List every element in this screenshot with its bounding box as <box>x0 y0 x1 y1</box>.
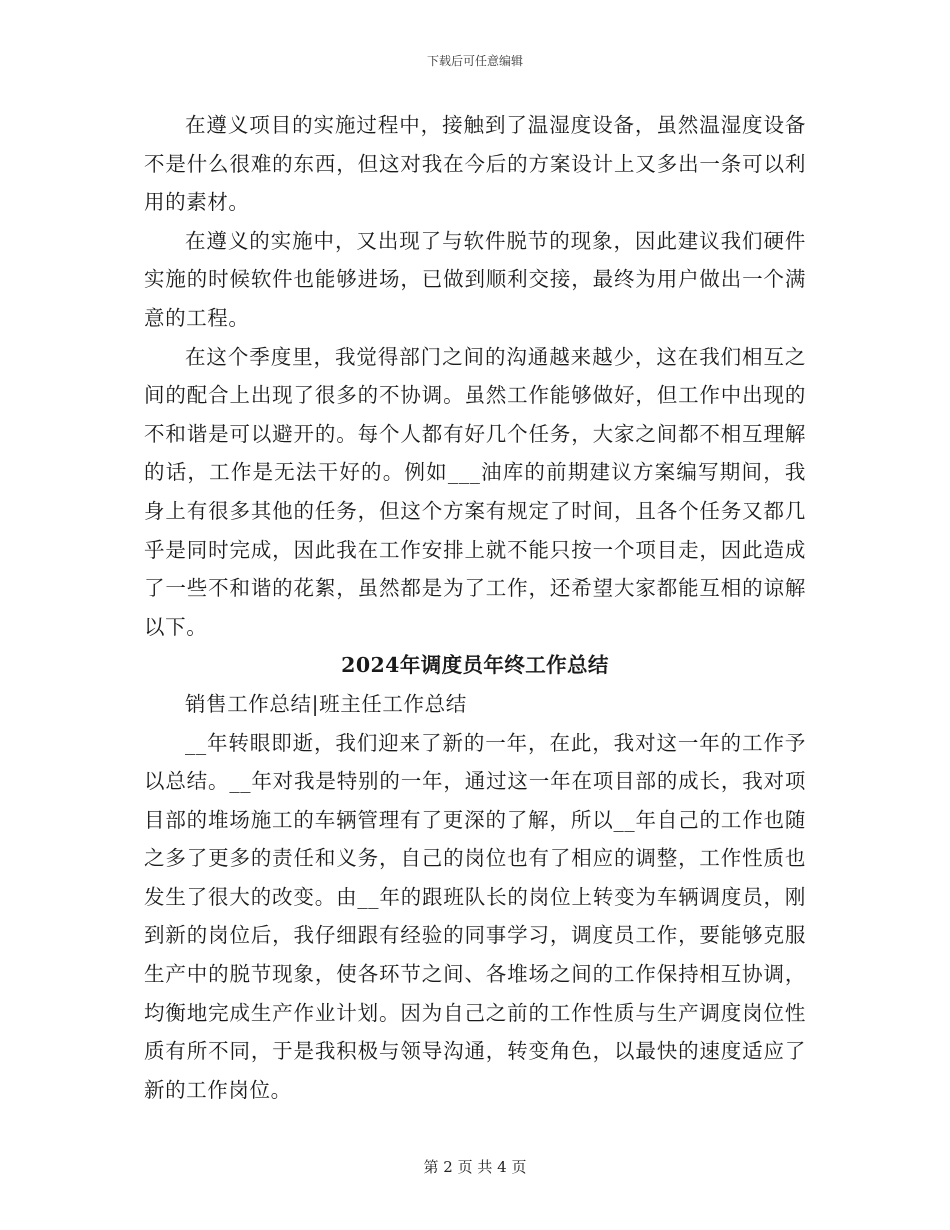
paragraph: 在遵义项目的实施过程中，接触到了温湿度设备，虽然温湿度设备不是什么很难的东西，但这对我在今后的方案设计上又多出一条可以利用的素材。 <box>144 113 806 215</box>
section-subtitle: 销售工作总结|班主任工作总结 <box>185 691 467 716</box>
paragraph: 在这个季度里，我觉得部门之间的沟通越来越少，这在我们相互之间的配合上出现了很多的不协调。虽然工作能够做好，但工作中出现的不和谐是可以避开的。每个人都有好几个任务，大家之间都不相互理解的话，工作是无法干好的。例如___油库的前期建议方案编写期间，我身上有很多其他的任务，但这个方案有规定了时间，且各个任务又都几乎是同时完成，因此我在工作安排上就不能只按一个项目走，因此造成了一些不和谐的花絮，虽然都是为了工作，还希望大家都能互相的谅解以下。 <box>144 344 806 639</box>
paragraph: 在遵义的实施中，又出现了与软件脱节的现象，因此建议我们硬件实施的时候软件也能够进场，已做到顺利交接，最终为用户做出一个满意的工程。 <box>144 228 806 330</box>
section-title: 2024年调度员年终工作总结 <box>341 653 609 678</box>
page-number-footer: 第 2 页 共 4 页 <box>423 1158 527 1176</box>
document-body <box>144 106 806 1109</box>
page-header: 下载后可任意编辑 <box>426 54 523 68</box>
paragraph: __年转眼即逝，我们迎来了新的一年，在此，我对这一年的工作予以总结。__年对我是特别的一年，通过这一年在项目部的成长，我对项目部的堆场施工的车辆管理有了更深的了解，所以__年自己的工作也随之多了更多的责任和义务，自己的岗位也有了相应的调整，工作性质也发生了很大的改变。由__年的跟班队长的岗位上转变为车辆调度员，刚到新的岗位后，我仔细跟有经验的同事学习，调度员工作，要能够克服生产中的脱节现象，使各环节之间、各堆场之间的工作保持相互协调，均衡地完成生产作业计划。因为自己之前的工作性质与生产调度岗位性质有所不同，于是我积极与领导沟通，转变角色，以最快的速度适应了新的工作岗位。 <box>144 730 806 1102</box>
